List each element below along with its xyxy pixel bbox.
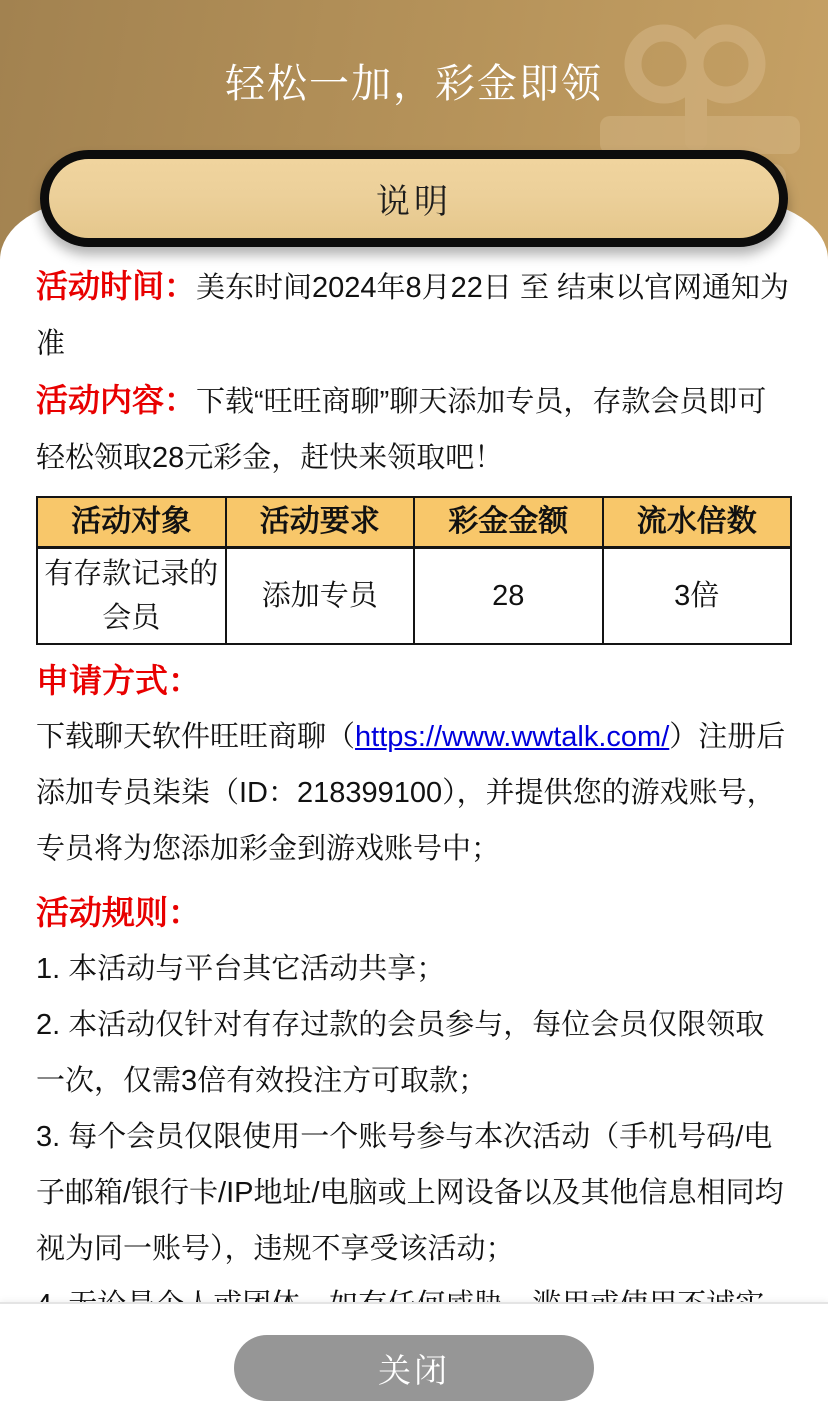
rules-heading: 活动规则： — [36, 894, 201, 931]
table-cell-turnover: 3倍 — [603, 548, 792, 645]
table-cell-target: 有存款记录的会员 — [37, 548, 226, 645]
activity-content-label: 活动内容： — [36, 382, 197, 418]
activity-time-label: 活动时间： — [36, 268, 197, 304]
activity-table — [36, 496, 792, 645]
page-title: 轻松一加，彩金即领 — [225, 62, 603, 106]
table-header-target: 活动对象 — [37, 497, 226, 548]
table-cell-bonus: 28 — [414, 548, 603, 645]
activity-time-paragraph — [36, 258, 792, 372]
footer-bar — [0, 1302, 828, 1415]
activity-table-wrapper — [36, 496, 792, 645]
table-header-requirement: 活动要求 — [226, 497, 415, 548]
rule-item-3: 3. 每个会员仅限使用一个账号参与本次活动（手机号码/电子邮箱/银行卡/IP地址/电脑或上网设备以及其他信息相同均视为同一账号），违规不享受该活动； — [36, 1121, 784, 1265]
table-row — [37, 548, 791, 645]
apply-method-heading: 申请方式： — [36, 662, 201, 699]
table-header-turnover: 流水倍数 — [603, 497, 792, 548]
wwtalk-link[interactable]: https://www.wwtalk.com/ — [355, 721, 670, 753]
promo-content-scroll[interactable] — [0, 250, 828, 1304]
apply-text-before-link: 下载聊天软件旺旺商聊（ — [36, 721, 356, 753]
table-header-row — [37, 497, 791, 548]
activity-content-text: 下载“旺旺商聊”聊天添加专员，存款会员即可轻松领取28元彩金，赶快来领取吧！ — [36, 386, 767, 474]
apply-method-paragraph — [36, 709, 792, 877]
close-button[interactable]: 关闭 — [234, 1335, 594, 1401]
table-cell-requirement: 添加专员 — [226, 548, 415, 645]
table-header-bonus: 彩金金额 — [414, 497, 603, 548]
instructions-tab-button[interactable]: 说明 — [40, 150, 788, 247]
rule-item-1: 1. 本活动与平台其它活动共享； — [36, 953, 446, 985]
rule-item-2: 2. 本活动仅针对有存过款的会员参与，每位会员仅限领取一次，仅需3倍有效投注方可取款； — [36, 1009, 765, 1097]
activity-time-text: 美东时间2024年8月22日 至 结束以官网通知为准 — [36, 272, 790, 360]
apply-text-after-link: ）注册后添加专员柒柒（ID：218399100），并提供您的游戏账号，专员将为您添加彩金到游戏账号中； — [36, 721, 786, 865]
activity-content-paragraph — [36, 372, 792, 486]
